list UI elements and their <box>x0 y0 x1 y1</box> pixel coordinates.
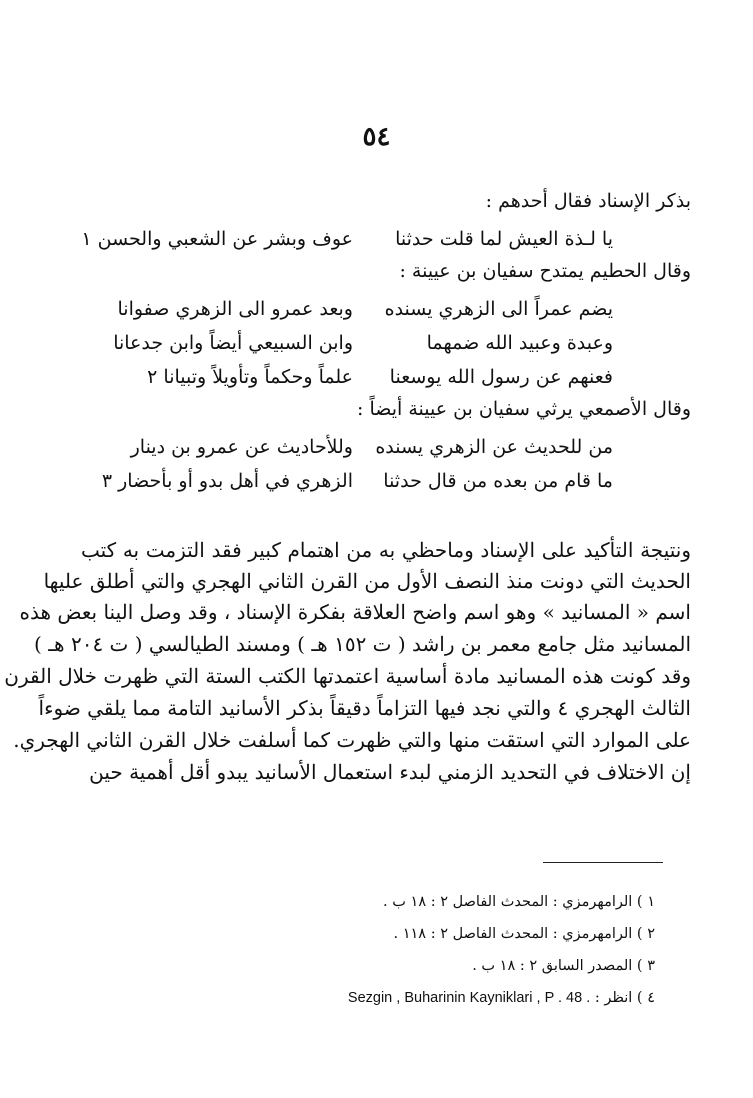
intro-line-2: وقال الحطيم يمتدح سفيان بن عيينة : <box>399 260 691 282</box>
footnote-3: ٣ ) المصدر السابق ٢ : ١٨ ب . <box>472 958 655 974</box>
verse-1-first: يا لـذة العيش لما قلت حدثنا <box>395 228 613 250</box>
verse-1-second: عوف وبشر عن الشعبي والحسن ١ <box>81 228 353 250</box>
body-line-8: إن الاختلاف في التحديد الزمني لبدء استعمال الأسانيد يبدو أقل أهمية حين <box>89 760 691 784</box>
verse-2-2-first: وعبدة وعبيد الله ضمهما <box>426 332 613 354</box>
footnote-2: ٢ ) الرامهرمزي : المحدث الفاصل ٢ : ١١٨ . <box>393 926 655 942</box>
verse-2-1-second: وبعد عمرو الى الزهري صفوانا <box>117 298 353 320</box>
body-line-4: المسانيد مثل جامع معمر بن راشد ( ت ١٥٢ هـ ) ومسند الطيالسي ( ت ٢٠٤ هـ ) <box>34 632 691 656</box>
intro-line-3: وقال الأصمعي يرثي سفيان بن عيينة أيضاً : <box>357 398 691 420</box>
verse-3-2-first: ما قام من بعده من قال حدثنا <box>383 470 613 492</box>
verse-2-3-first: فعنهم عن رسول الله يوسعنا <box>389 366 613 388</box>
footnote-4-citation: Sezgin , Buharinin Kayniklari , P . 48 . <box>347 990 591 1006</box>
body-line-3: اسم « المسانيد » وهو اسم واضح العلاقة بفكرة الإسناد ، وقد وصل الينا بعض هذه <box>19 600 691 624</box>
footnote-4 <box>348 990 655 1006</box>
footnote-4-prefix: ٤ ) انظر : <box>594 990 655 1006</box>
body-line-1: ونتيجة التأكيد على الإسناد وماحظي به من اهتمام كبير فقد التزمت به كتب <box>81 538 691 562</box>
verse-3-2-second: الزهري في أهل بدو أو بأحضار ٣ <box>101 470 353 492</box>
body-line-6: الثالث الهجري ٤ والتي نجد فيها التزاماً دقيقاً بذكر الأسانيد التامة مما يلقي ضوءاً <box>38 696 691 720</box>
footnote-1: ١ ) الرامهرمزي : المحدث الفاصل ٢ : ١٨ ب . <box>383 894 655 910</box>
verse-2-2-second: وابن السبيعي أيضاً وابن جدعانا <box>113 332 353 354</box>
page-number: ٥٤ <box>362 122 391 152</box>
footnote-separator <box>543 862 663 863</box>
body-line-7: على الموارد التي استقت منها والتي ظهرت كما أسلفت خلال القرن الثاني الهجري. <box>13 728 691 752</box>
verse-3-1-second: وللأحاديث عن عمرو بن دينار <box>130 436 353 458</box>
verse-2-3-second: علماً وحكماً وتأويلاً وتبيانا ٢ <box>147 366 353 388</box>
verse-2-1-first: يضم عمراً الى الزهري يسنده <box>384 298 613 320</box>
body-line-2: الحديث التي دونت منذ النصف الأول من القرن الثاني الهجري والتي أطلق عليها <box>43 569 691 593</box>
body-line-5: وقد كونت هذه المسانيد مادة أساسية اعتمدتها الكتب الستة التي ظهرت خلال القرن <box>4 664 691 688</box>
intro-line-1: بذكر الإسناد فقال أحدهم : <box>485 190 691 212</box>
verse-3-1-first: من للحديث عن الزهري يسنده <box>375 436 613 458</box>
